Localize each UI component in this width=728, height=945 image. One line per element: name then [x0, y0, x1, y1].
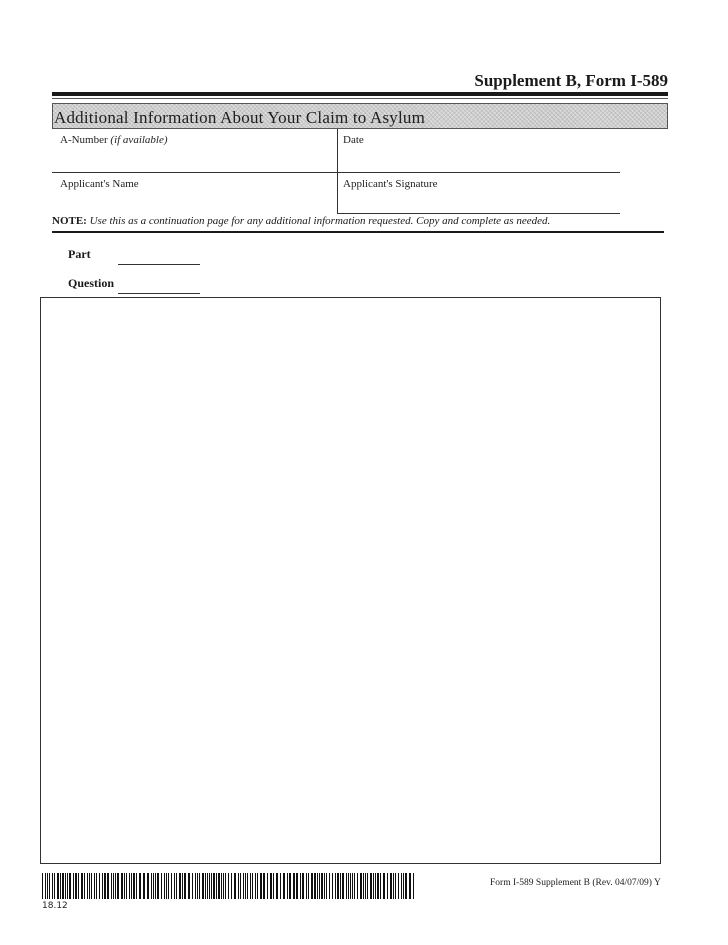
section-banner-title: Additional Information About Your Claim to Asylum: [54, 108, 426, 127]
note: [52, 215, 550, 227]
note-text: Use this as a continuation page for any additional information requested. Copy and complete as needed.: [89, 215, 551, 227]
question-input-line[interactable]: [118, 293, 200, 294]
date-field[interactable]: [343, 134, 364, 146]
applicant-name-label: Applicant's Name: [60, 178, 139, 190]
field-divider-vertical: [337, 129, 338, 213]
note-rule: [52, 231, 664, 233]
question-label: Question: [68, 276, 115, 290]
form-title: Supplement B, Form I-589: [474, 71, 668, 90]
a-number-field[interactable]: [60, 134, 168, 146]
date-label: Date: [343, 134, 364, 146]
part-input-line[interactable]: [118, 264, 200, 265]
answer-textarea[interactable]: [40, 297, 661, 864]
applicant-name-field[interactable]: [60, 178, 139, 190]
applicant-signature-field[interactable]: [343, 178, 438, 190]
header-rule-thick: [52, 92, 668, 96]
a-number-qualifier: (if available): [110, 134, 168, 146]
barcode: [42, 873, 416, 899]
part-label: Part: [68, 247, 91, 261]
a-number-label: A-Number: [60, 134, 108, 146]
header-rule-thin: [52, 98, 668, 99]
field-divider-bottom: [337, 213, 620, 214]
note-prefix: NOTE:: [52, 215, 87, 227]
field-divider-row: [52, 172, 620, 173]
barcode-number: 18.12: [42, 901, 68, 911]
applicant-signature-label: Applicant's Signature: [343, 178, 438, 190]
form-revision: Form I-589 Supplement B (Rev. 04/07/09) Y: [490, 878, 661, 888]
